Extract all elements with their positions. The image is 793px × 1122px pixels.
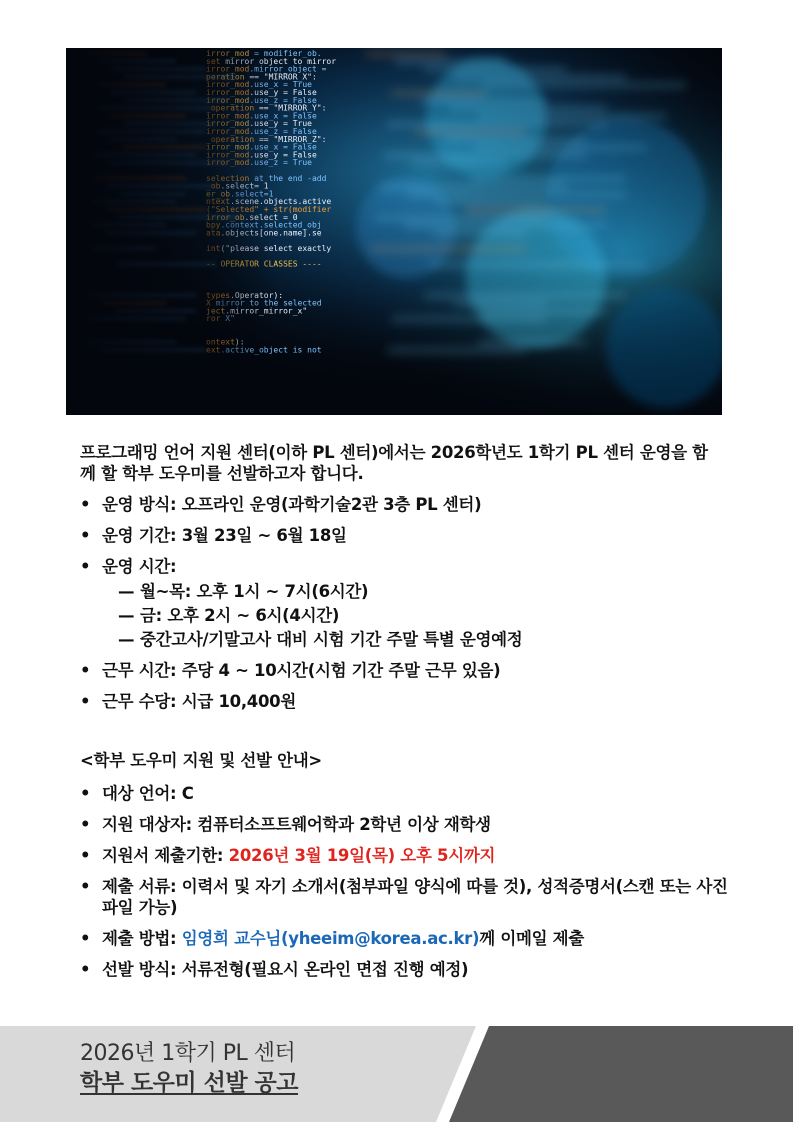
footer-dark-panel [449,1026,793,1122]
footer-title-line2: 학부 도우미 선발 공고 [80,1070,298,1096]
bullet-icon: • [80,929,91,948]
intro-paragraph: 프로그래밍 언어 지원 센터(이하 PL 센터)에서는 2026학년도 1학기 PL 센터 운영을 함께 할 학부 도우미를 선발하고자 합니다. [80,443,708,483]
hours-friday-text: 금: 오후 2시 ~ 6시(4시간) [140,606,340,625]
operation-hours-label: 운영 시간: [102,557,177,576]
application-heading: <학부 도우미 지원 및 선발 안내> [80,751,322,770]
documents-text: 제출 서류: 이력서 및 자기 소개서(첨부파일 양식에 따를 것), 성적증명서(스캔 또는 사진 파일 가능) [102,877,728,917]
hours-exam-text: 중간고사/기말고사 대비 시험 기간 주말 특별 운영예정 [140,630,523,649]
bullet-icon: • [80,661,91,680]
deadline-label: 지원서 제출기한: [102,846,229,865]
list-item-submission [80,928,730,949]
pay-text: 근무 수당: 시급 10,400원 [102,692,296,711]
list-item-method [80,494,730,515]
notice-content [80,442,730,990]
list-item-selection [80,959,730,980]
list-item-documents [80,876,730,918]
work-hours-text: 근무 시간: 주당 4 ~ 10시간(시험 기간 주말 근무 있음) [102,661,501,680]
list-item-period [80,525,730,546]
operations-list [80,494,730,712]
bullet-icon: • [80,692,91,711]
dash-icon: — [118,606,135,625]
dash-icon: — [118,630,135,649]
list-item-language [80,783,730,804]
hours-weekday-text: 월~목: 오후 1시 ~ 7시(6시간) [140,582,369,601]
list-item-hours [80,556,730,650]
hours-sublist [102,581,730,650]
bullet-icon: • [80,784,91,803]
bullet-icon: • [80,846,91,865]
selection-text: 선발 방식: 서류전형(필요시 온라인 면접 진행 예정) [102,960,469,979]
list-item-work-hours [80,660,730,681]
deadline-value: 2026년 3월 19일(목) 오후 5시까지 [228,846,496,865]
application-list [80,783,730,980]
footer-title-block [80,1040,298,1098]
professor-email-link[interactable]: 임영희 교수님(yheeim@korea.ac.kr) [181,929,480,948]
list-item-pay [80,691,730,712]
bullet-icon: • [80,815,91,834]
bullet-icon: • [80,526,91,545]
hours-friday [102,605,730,626]
operation-period-text: 운영 기간: 3월 23일 ~ 6월 18일 [102,526,347,545]
submission-suffix: 께 이메일 제출 [479,929,584,948]
dash-icon: — [118,582,135,601]
hours-exam [102,629,730,650]
eligibility-text: 지원 대상자: 컴퓨터소프트웨어학과 2학년 이상 재학생 [102,815,491,834]
list-item-eligibility [80,814,730,835]
submission-label: 제출 방법: [102,929,182,948]
bullet-icon: • [80,557,91,576]
bullet-icon: • [80,960,91,979]
hero-code-image [66,48,722,415]
code-editor-image [66,48,722,415]
hours-weekday [102,581,730,602]
bullet-icon: • [80,877,91,896]
bullet-icon: • [80,495,91,514]
operation-method-text: 운영 방식: 오프라인 운영(과학기술2관 3층 PL 센터) [102,495,482,514]
language-text: 대상 언어: C [102,784,194,803]
footer-title-line1: 2026년 1학기 PL 센터 [80,1041,296,1066]
list-item-deadline [80,845,730,866]
